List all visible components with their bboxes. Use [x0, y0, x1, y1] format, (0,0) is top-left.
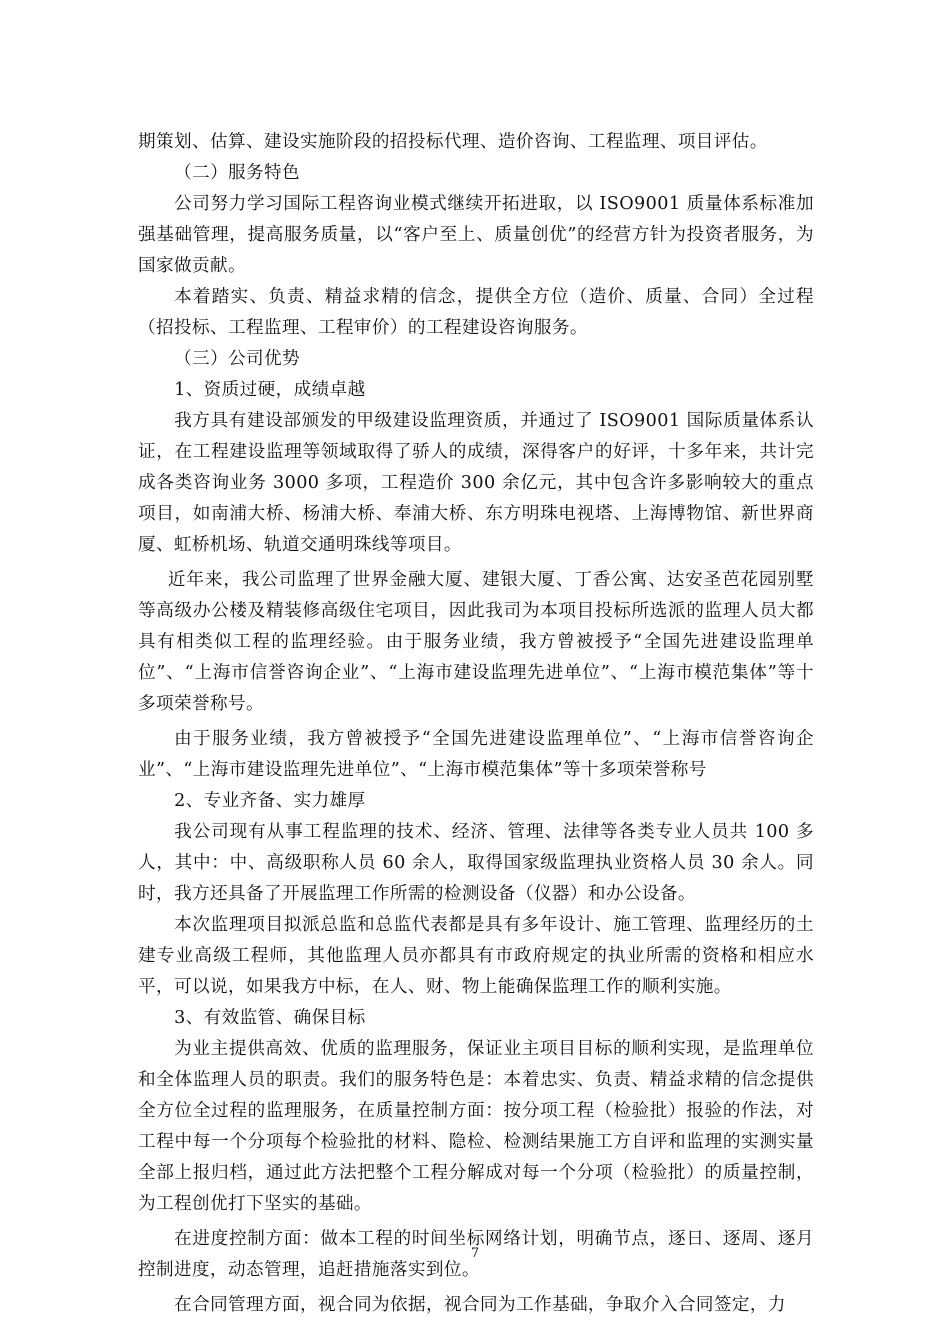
document-body	[138, 127, 814, 1321]
paragraph-intro-continued: 期策划、估算、建设实施阶段的招投标代理、造价咨询、工程监理、项目评估。	[138, 132, 768, 152]
subheading-effective-supervision: 3、有效监管、确保目标	[174, 1008, 366, 1028]
subheading-qualifications: 1、资质过硬，成绩卓越	[174, 380, 366, 400]
page-number: 7	[470, 1246, 480, 1261]
paragraph-qualifications: 我方具有建设部颁发的甲级建设监理资质，并通过了 ISO9001 国际质量体系认证，在工程建设监理等领域取得了骄人的成绩，深得客户的好评，十多年来，共计完成各类咨询业务 3000 多项，工程造价 300 余亿元，其中包含许多影响较大的重点项目，如南浦大桥、杨浦大桥、奉浦大桥、东方明珠电视塔、上海博物馆、新世界商厦、虹桥机场、轨道交通明珠线等项目。	[138, 411, 814, 555]
section-heading-company-advantages: （三）公司优势	[174, 349, 301, 369]
paragraph-chief-supervisor: 本次监理项目拟派总监和总监代表都是具有多年设计、施工管理、监理经历的土建专业高级工程师，其他监理人员亦都具有市政府规定的执业所需的资格和相应水平，可以说，如果我方中标，在人、财、物上能确保监理工作的顺利实施。	[138, 915, 814, 997]
paragraph-honors: 由于服务业绩，我方曾被授予“全国先进建设监理单位”、“上海市信誉咨询企业”、“上海市建设监理先进单位”、“上海市模范集体”等十多项荣誉称号	[138, 729, 814, 780]
paragraph-staff: 我公司现有从事工程监理的技术、经济、管理、法律等各类专业人员共 100 多人，其中：中、高级职称人员 60 余人，取得国家级监理执业资格人员 30 余人。同时，我方还具备了开展监理工作所需的检测设备（仪器）和办公设备。	[138, 822, 814, 904]
subheading-professional-strength: 2、专业齐备、实力雄厚	[174, 791, 366, 811]
paragraph-quality-control: 为业主提供高效、优质的监理服务，保证业主项目目标的顺利实现，是监理单位和全体监理人员的职责。我们的服务特色是：本着忠实、负责、精益求精的信念提供全方位全过程的监理服务，在质量控制方面：按分项工程（检验批）报验的作法，对工程中每一个分项每个检验批的材料、隐检、检测结果施工方自评和监理的实测实量全部上报归档，通过此方法把整个工程分解成对每一个分项（检验批）的质量控制，为工程创优打下坚实的基础。	[138, 1039, 814, 1214]
section-heading-service-features: （二）服务特色	[174, 163, 301, 183]
paragraph-contract-management: 在合同管理方面，视合同为依据，视合同为工作基础，争取介入合同签定，力	[174, 1295, 786, 1315]
paragraph-full-service: 本着踏实、负责、精益求精的信念，提供全方位（造价、质量、合同）全过程（招投标、工程监理、工程审价）的工程建设咨询服务。	[138, 287, 814, 338]
paragraph-iso9001: 公司努力学习国际工程咨询业模式继续开拓进取，以 ISO9001 质量体系标准加强基础管理，提高服务质量，以“客户至上、质量创优”的经营方针为投资者服务，为国家做贡献。	[138, 194, 814, 276]
paragraph-schedule-control: 在进度控制方面：做本工程的时间坐标网络计划，明确节点，逐日、逐周、逐月控制进度，动态管理，追赶措施落实到位。	[138, 1229, 814, 1280]
paragraph-recent-projects: 近年来，我公司监理了世界金融大厦、建银大厦、丁香公寓、达安圣芭花园别墅等高级办公楼及精装修高级住宅项目，因此我司为本项目投标所选派的监理人员大都具有相类似工程的监理经验。由于服务业绩，我方曾被授予“全国先进建设监理单位”、“上海市信誉咨询企业”、“上海市建设监理先进单位”、“上海市模范集体”等十多项荣誉称号。	[138, 570, 814, 714]
